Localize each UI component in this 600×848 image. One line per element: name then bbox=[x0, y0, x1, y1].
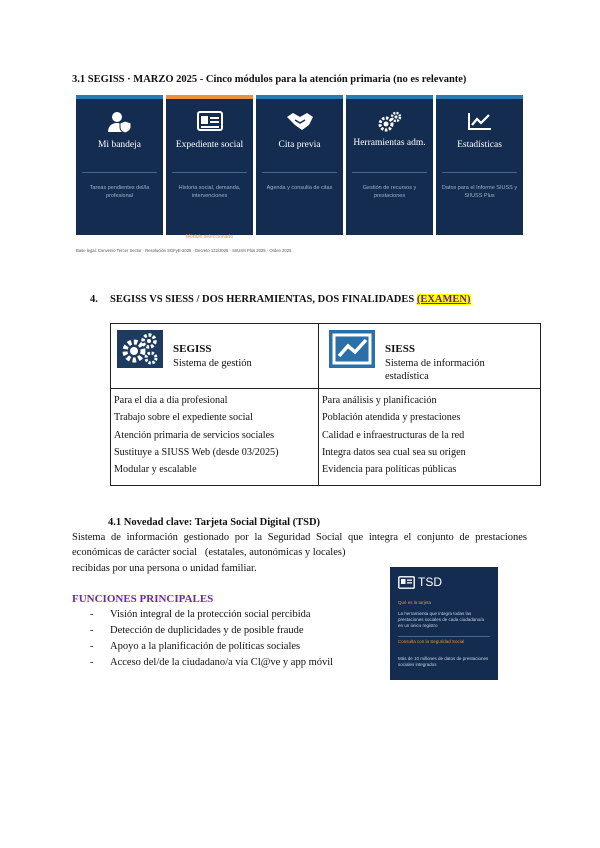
module-title: Cita previa bbox=[278, 140, 321, 150]
section-4-heading: SEGISS VS SIESS / DOS HERRAMIENTAS, DOS FINALIDADES (EXAMEN) bbox=[110, 294, 471, 305]
siess-name: SIESS bbox=[385, 343, 415, 355]
chart-line-icon bbox=[467, 111, 493, 131]
list-item: Integra datos sea cual sea su origen bbox=[322, 446, 466, 458]
segiss-subtitle: Sistema de gestión bbox=[173, 358, 252, 369]
list-item: Sustituye a SIUSS Web (desde 03/2025) bbox=[114, 446, 279, 458]
tsd-description-line1: Sistema de información gestionado por la Seguridad Social que integra el conjunto de prestaciones bbox=[72, 532, 527, 543]
siess-header-cell bbox=[319, 324, 541, 389]
module-desc: Gestión de recursos y prestaciones bbox=[362, 185, 417, 199]
module-card-estadisticas bbox=[436, 95, 523, 235]
section-4-number: 4. bbox=[90, 294, 98, 305]
tsd-card-label: Qué es la tarjeta bbox=[398, 600, 432, 605]
section-41-heading: 4.1 Novedad clave: Tarjeta Social Digital (TSD) bbox=[108, 517, 321, 528]
handshake-icon bbox=[286, 111, 314, 131]
list-item: Población atendida y prestaciones bbox=[322, 412, 461, 424]
list-item: Para análisis y planificación bbox=[322, 395, 437, 406]
module-desc: Datos para el Informe SIUSS y SIIUSS Plus bbox=[441, 185, 518, 199]
tsd-card-footer: Más de 10 millones de datos de prestaciones sociales integrados bbox=[398, 656, 489, 667]
module-desc: Agenda y consulta de citas bbox=[266, 185, 333, 191]
tsd-card bbox=[390, 567, 498, 680]
segiss-features bbox=[111, 389, 319, 486]
list-item: Para el día a día profesional bbox=[114, 395, 228, 406]
tsd-card-title: TSD bbox=[418, 575, 442, 589]
gears-icon bbox=[377, 111, 403, 133]
tsd-card-orange: Consulta con la Seguridad Social bbox=[398, 639, 465, 644]
module-title: Mi bandeja bbox=[97, 140, 141, 150]
list-item: Modular y escalable bbox=[114, 464, 197, 476]
user-shield-icon bbox=[107, 111, 133, 133]
tsd-description-line3: recibidas por una persona o unidad familiar. bbox=[72, 563, 257, 574]
module-card-mi-bandeja bbox=[76, 95, 163, 235]
module-desc: Tareas pendientes del/la profesional bbox=[89, 185, 150, 199]
gears-icon bbox=[117, 330, 163, 368]
module-title: Estadísticas bbox=[457, 140, 502, 150]
funciones-title: FUNCIONES PRINCIPALES bbox=[72, 593, 214, 605]
module-card-expediente-social bbox=[166, 95, 253, 235]
list-item: Trabajo sobre el expediente social bbox=[114, 412, 253, 424]
comparison-table bbox=[110, 323, 541, 486]
id-card-icon bbox=[197, 111, 223, 131]
module-card-cita-previa bbox=[256, 95, 343, 235]
chart-line-icon bbox=[329, 330, 375, 368]
exam-tag: (EXAMEN) bbox=[416, 294, 471, 305]
list-item: Evidencia para políticas públicas bbox=[322, 464, 457, 476]
module-title: Herramientas adm. bbox=[353, 138, 426, 148]
segiss-name: SEGISS bbox=[173, 343, 212, 355]
module-desc: Historia social, demanda, intervenciones bbox=[178, 185, 241, 199]
siess-features bbox=[319, 389, 541, 486]
section-31-heading: 3.1 SEGISS · MARZO 2025 - Cinco módulos para la atención primaria (no es relevante) bbox=[72, 74, 467, 85]
module-caption: Módulo seleccionado bbox=[186, 234, 233, 240]
list-item: Calidad e infraestructuras de la red bbox=[322, 429, 465, 441]
module-card-herramientas bbox=[346, 95, 433, 235]
id-card-icon bbox=[398, 576, 415, 589]
base-legal: Base legal: Convenio Tercer Sector · Resolución SGFyE-2025 · Decreto 122/2025 · SIIUSS Plus 2025 · Orden 2025 bbox=[76, 248, 292, 253]
segiss-header-cell bbox=[111, 324, 319, 389]
list-item: Atención primaria de servicios sociales bbox=[114, 429, 275, 441]
tsd-card-desc: La herramienta que integra todas las prestaciones sociales de cada ciudadano/a en un único registro bbox=[398, 611, 485, 628]
siess-subtitle: Sistema de información estadística bbox=[385, 358, 485, 382]
tsd-description-line2: económicas de carácter social (estatales, autonómicas y locales) bbox=[72, 547, 346, 558]
module-title: Expediente social bbox=[175, 140, 244, 150]
